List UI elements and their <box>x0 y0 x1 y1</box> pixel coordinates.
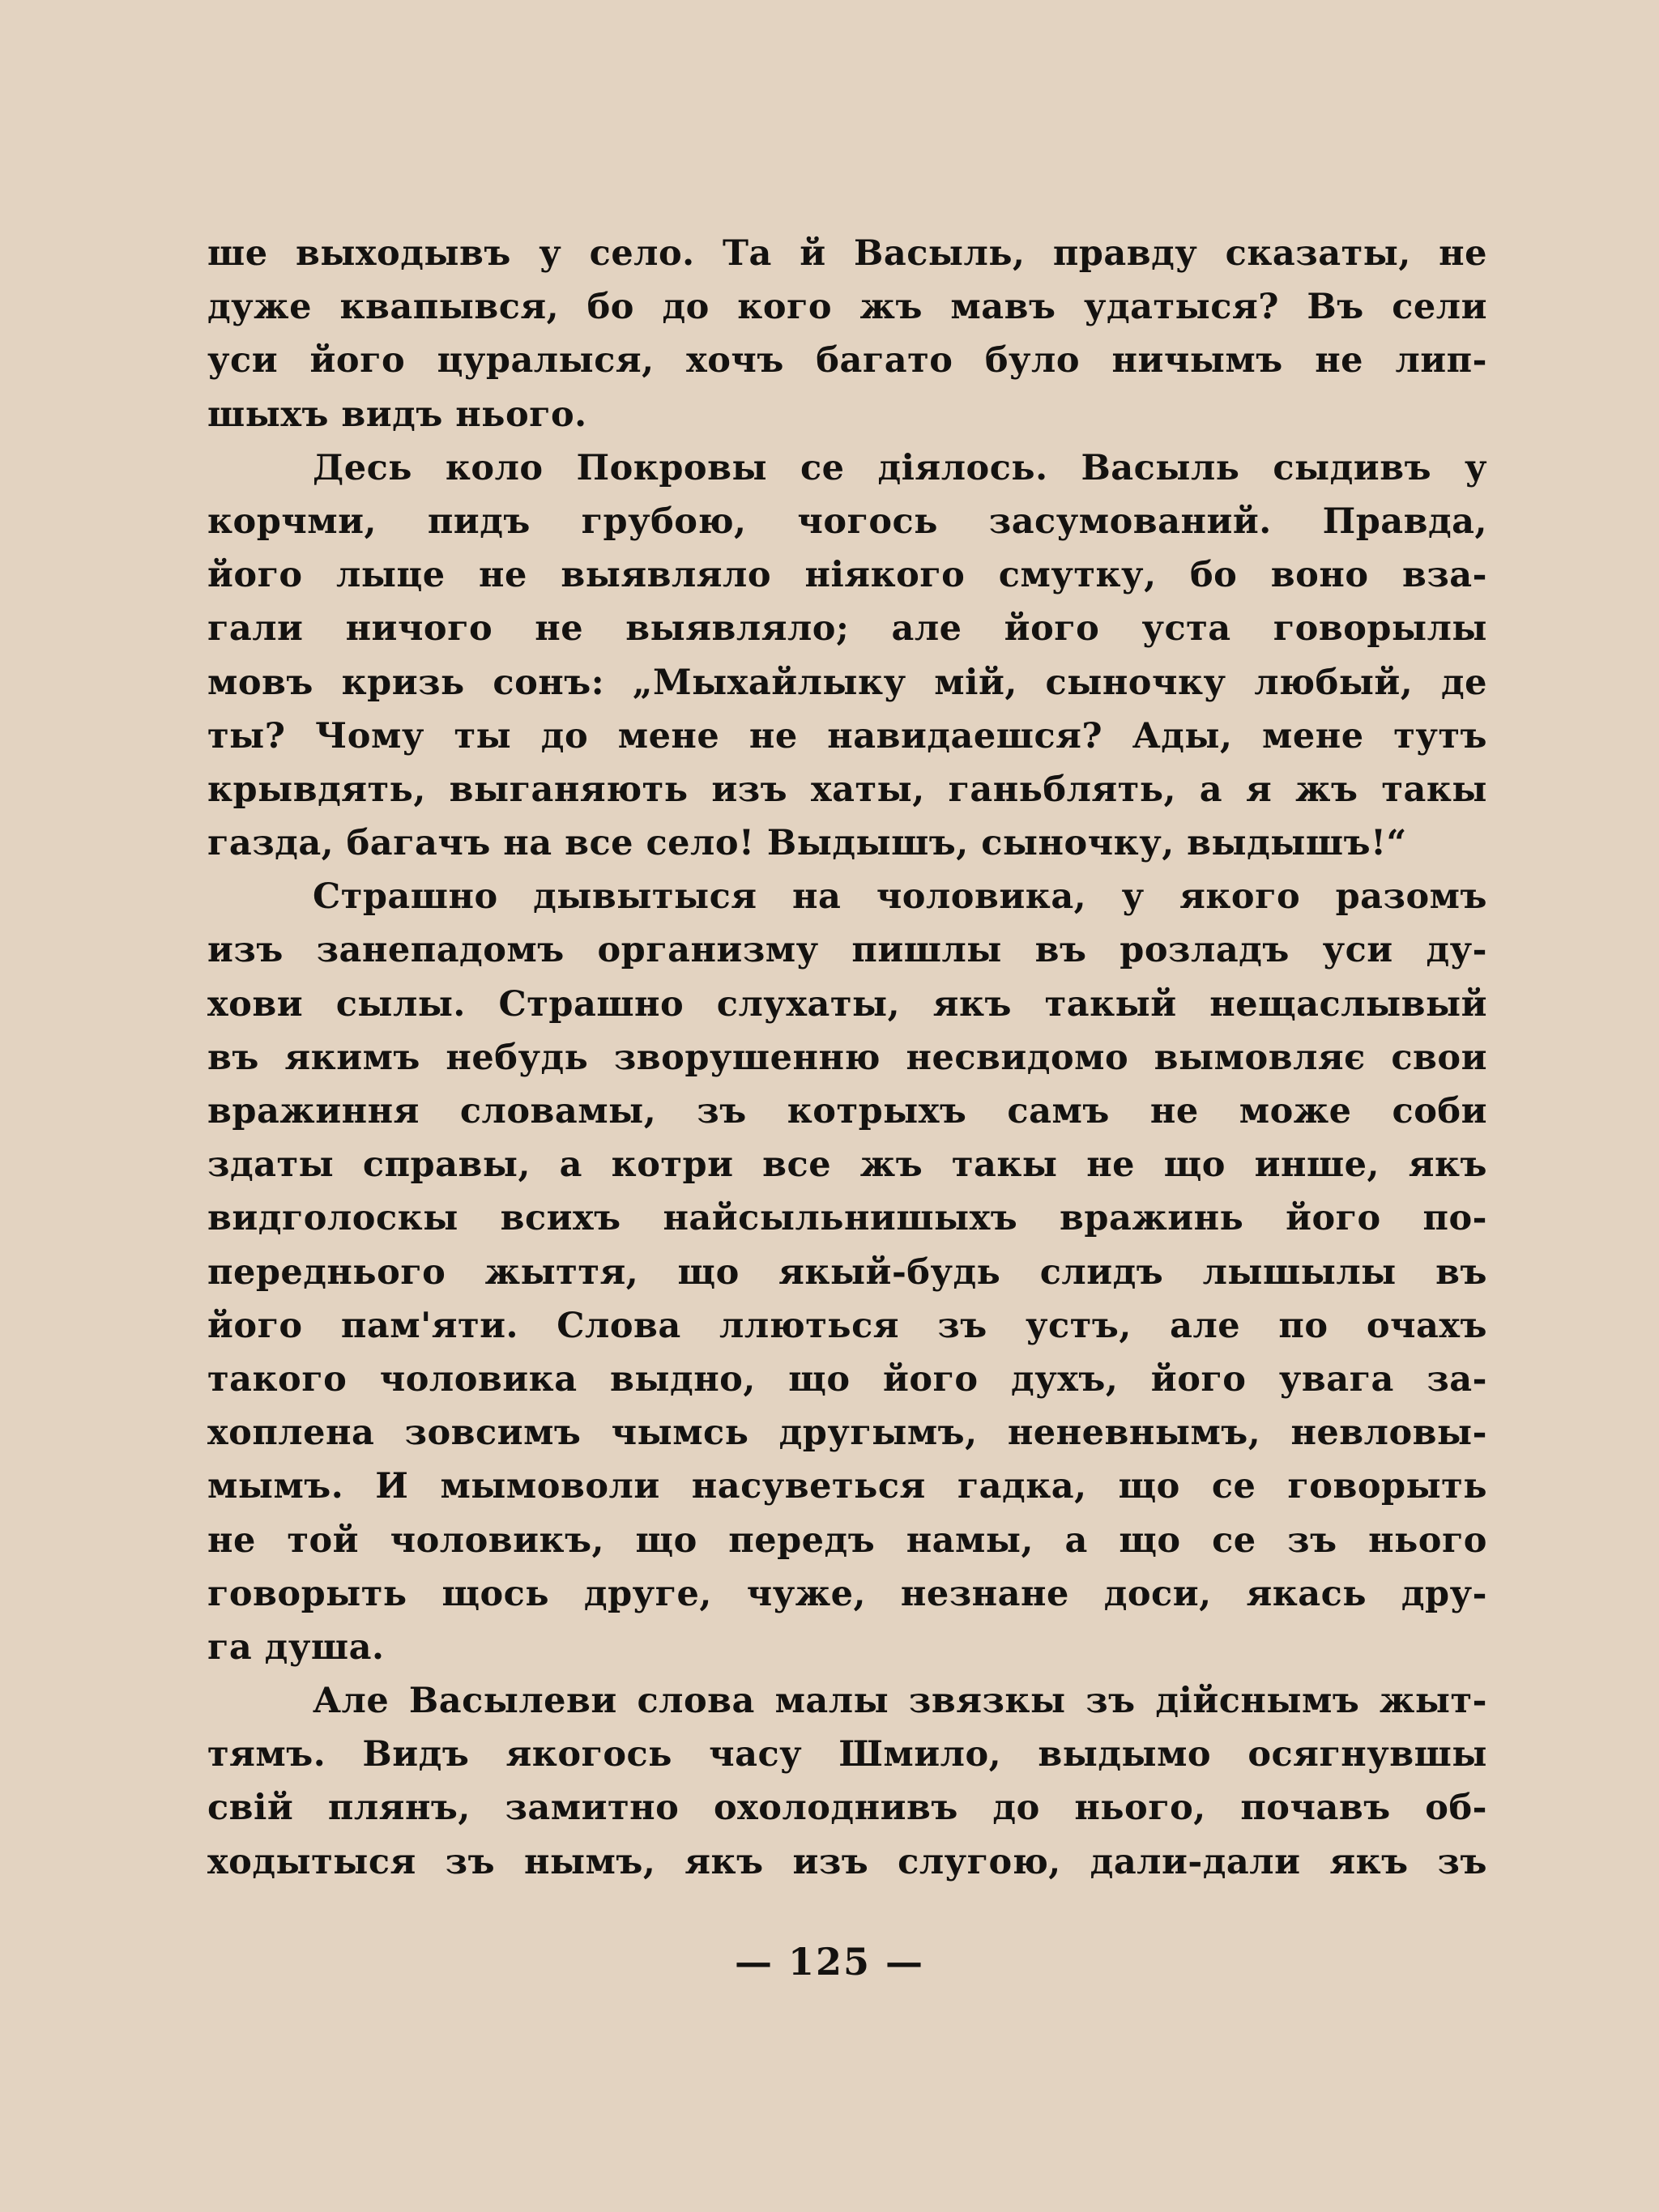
text-line: Але Васылеви слова малы звязкы зъ дійснымъ жыт- <box>313 1681 1487 1722</box>
text-line: його пам'яти. Слова ллються зъ устъ, але по очахъ <box>207 1305 1487 1346</box>
text-line: изъ занепадомъ организму пишлы въ розладъ уси ду- <box>207 930 1487 971</box>
text-line: його лыце не выявляло ніякого смутку, бо воно вза- <box>207 555 1487 596</box>
text-line: Десь коло Покровы се діялось. Васыль сыдивъ у <box>313 447 1487 488</box>
text-line: га душа. <box>207 1626 385 1668</box>
text-line: переднього жыття, що якый-будь слидъ лышылы въ <box>207 1251 1487 1293</box>
text-line: ходытыся зъ нымъ, якъ изъ слугою, дали-дали якъ зъ <box>207 1841 1487 1882</box>
text-line: гали ничого не выявляло; але його уста говорылы <box>207 608 1487 650</box>
text-line: тямъ. Видъ якогось часу Шмило, выдымо осягнувшы <box>207 1734 1487 1775</box>
text-line: такого чоловика выдно, що його духъ, його увага за- <box>207 1358 1487 1400</box>
text-line: мовъ кризь сонъ: „Мыхайлыку мій, сыночку любый, де <box>207 662 1487 703</box>
page-number: — 125 — <box>734 1940 925 1984</box>
text-line: свій плянъ, замитно охолоднивъ до нього, почавъ об- <box>207 1788 1487 1829</box>
text-line: газда, багачъ на все село! Выдышъ, сыночку, выдышъ!“ <box>207 823 1407 864</box>
text-line: Страшно дывытыся на чоловика, у якого разомъ <box>313 876 1487 918</box>
page-body-text <box>207 227 1487 1889</box>
text-line: здаты справы, а котри все жъ такы не що инше, якъ <box>207 1144 1487 1186</box>
text-line: хоплена зовсимъ чымсь другымъ, неневнымъ, невловы- <box>207 1413 1487 1454</box>
text-line: говорыть щось друге, чуже, незнане доси, якась дру- <box>207 1573 1487 1614</box>
text-line: въ якимъ небудь зворушенню несвидомо вымовляє свои <box>207 1037 1487 1078</box>
text-line: корчми, пидъ грубою, чогось засумований. Правда, <box>207 501 1487 542</box>
text-line: вражиння словамы, зъ котрыхъ самъ не може соби <box>207 1091 1487 1132</box>
text-line: хови сылы. Страшно слухаты, якъ такый нещаслывый <box>207 983 1487 1025</box>
text-line: шыхъ видъ нього. <box>207 394 587 435</box>
text-line: ше выходывъ у село. Та й Васыль, правду сказаты, не <box>207 233 1487 274</box>
text-line: дуже квапывся, бо до кого жъ мавъ удатыся? Въ сели <box>207 287 1487 328</box>
text-line: уси його цуралыся, хочъ багато було ничымъ не лип- <box>207 340 1487 381</box>
text-line: крывдять, выганяють изъ хаты, ганьблять, а я жъ такы <box>207 769 1487 810</box>
text-line: ты? Чому ты до мене не навидаешся? Ады, мене тутъ <box>207 715 1487 757</box>
text-line: не той чоловикъ, що передъ намы, а що се зъ нього <box>207 1519 1487 1561</box>
text-line: мымъ. И мымоволи насуветься гадка, що се говорыть <box>207 1466 1487 1507</box>
text-line: видголоскы всихъ найсыльнишыхъ вражинь його по- <box>207 1198 1487 1239</box>
